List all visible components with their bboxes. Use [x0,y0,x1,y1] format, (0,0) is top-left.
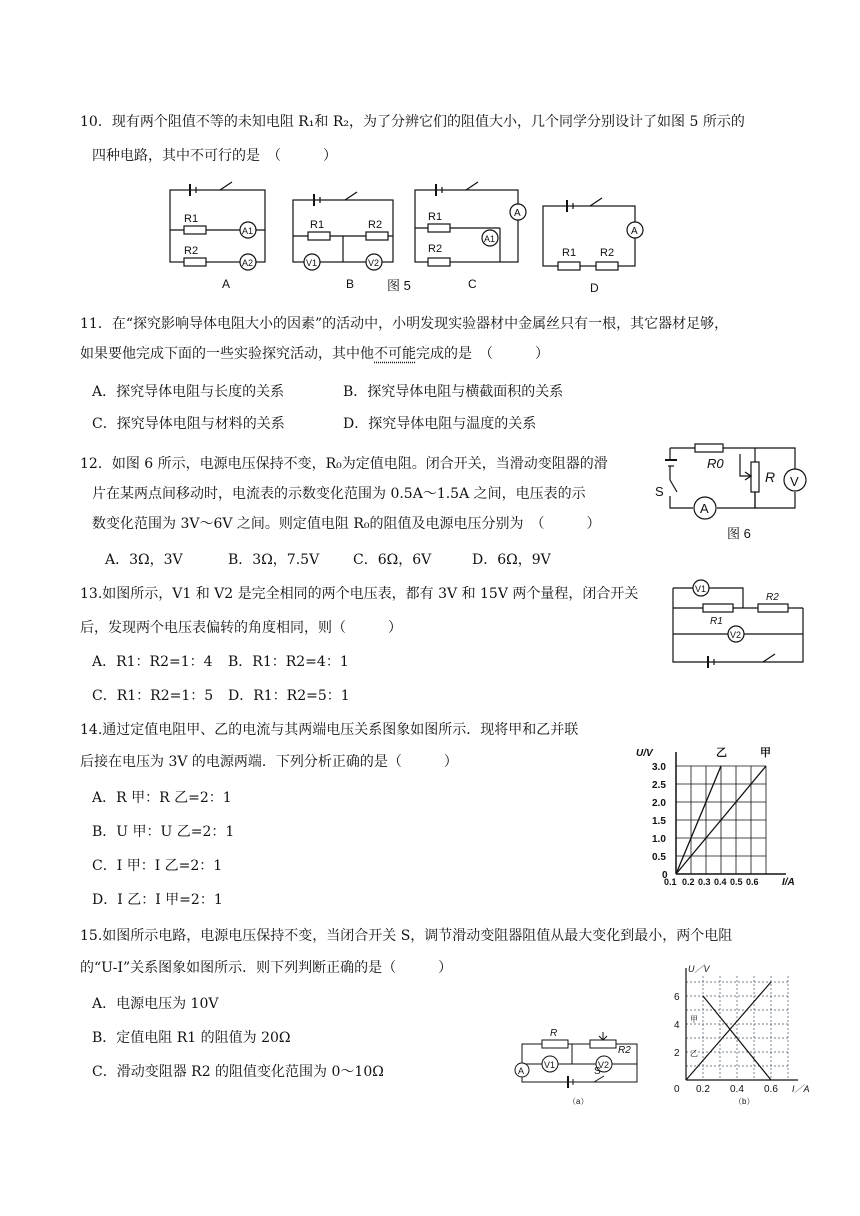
q14-xtick: 0.4 [714,877,727,887]
q10-line1: 10．现有两个阻值不等的未知电阻 R₁和 R₂，为了分辨它们的阻值大小，几个同学分别设计了如图 5 所示的 [80,114,745,130]
q15-xtick: 0.2 [696,1084,710,1095]
q15-xtick: 0.6 [764,1084,778,1095]
q15-option-a: A．电源电压为 10V [92,996,219,1012]
fig6-s-label: S [655,484,664,499]
figure-5-label: 图 5 [387,278,411,293]
q15-circuit-a [512,1020,650,1108]
q15a-a-label: A [518,1066,525,1076]
q15-ylabel: U／V [688,964,710,974]
q12-figure-6 [655,440,815,550]
q14-ytick: 1.5 [652,816,666,827]
fig13-v2-label: V2 [730,630,742,640]
circuit-b-r1: R1 [310,219,325,231]
q14-option-c: C．I 甲：I 乙=2：1 [92,858,223,874]
circuit-c-r2: R2 [428,243,443,255]
q14-xtick: 0.5 [730,877,743,887]
q15b-caption: （b） [734,1097,755,1106]
q14-ytick: 3.0 [652,762,666,773]
circuit-a-r2: R2 [184,245,199,257]
fig6-caption: 图 6 [727,526,751,541]
circuit-b-v1: V1 [306,258,318,268]
q15a-caption: （a） [568,1097,589,1106]
circuit-d-diagram [543,198,643,270]
q15-xtick: 0.4 [730,1084,744,1095]
q12-option-c: C．6Ω，6V [353,552,432,568]
q15-label-yi: 乙 [690,1049,698,1058]
q15-option-c: C．滑动变阻器 R2 的阻值变化范围为 0～10Ω [92,1064,384,1080]
circuit-a-r1: R1 [184,213,199,225]
q13-option-d: D．R1：R2=5：1 [228,688,350,704]
q11-line2-post: 完成的是 （ ） [416,346,549,362]
q12-option-b: B．3Ω，7.5V [228,552,320,568]
q15a-r2-label: R2 [618,1045,631,1056]
q11-line2-pre: 如果要他完成下面的一些实验探究活动，其中他 [80,346,374,362]
circuit-c-label: C [468,277,477,291]
q14-x-ticks [664,877,759,887]
q14-line1: 14.通过定值电阻甲、乙的电流与其两端电压关系图象如图所示．现将甲和乙并联 [80,722,579,738]
q15-ytick: 4 [674,1020,680,1031]
fig6-a-label: A [700,501,709,516]
circuit-b-v2: V2 [368,258,380,268]
q15-xlabel: I／A [792,1084,810,1094]
circuit-a-a2: A2 [242,258,254,268]
q15-grid [686,976,788,1080]
q13-line2: 后，发现两个电压表偏转的角度相同，则（ ） [80,620,402,636]
circuit-d-a: A [631,226,638,237]
q15-line1: 15.如图所示电路，电源电压保持不变，当闭合开关 S，调节滑动变阻器阻值从最大变化到最小，两个电阻 [80,928,733,944]
q10-line2: 四种电路，其中不可行的是 （ ） [92,148,337,164]
q15-xtick: 0 [674,1084,680,1095]
q11-line2 [80,344,549,364]
q14-label-yi: 乙 [716,747,727,759]
circuit-a-a1: A1 [242,226,254,236]
q14-xtick: 0.1 [664,877,677,887]
q15-ytick: 2 [674,1048,680,1059]
circuit-c-a: A [514,208,521,219]
q12-option-d: D．6Ω，9V [472,552,551,568]
fig13-r2-label: R2 [766,592,779,603]
q11-option-c: C．探究导体电阻与材料的关系 [92,416,285,432]
q15-ytick: 6 [674,992,680,1003]
q13-option-a: A．R1：R2=1：4 [92,654,213,670]
q14-line2: 后接在电压为 3V 的电源两端．下列分析正确的是（ ） [80,754,458,770]
q11-option-a: A．探究导体电阻与长度的关系 [92,384,285,400]
q15-graph-b [668,962,818,1106]
q14-label-jia: 甲 [760,747,771,759]
q14-ytick: 0.5 [652,852,666,863]
q14-ytick: 1.0 [652,834,666,845]
q12-option-a: A．3Ω，3V [105,552,183,568]
q15-y-ticks [674,992,680,1059]
q14-xlabel: I/A [782,877,795,888]
q14-xtick: 0.6 [746,877,759,887]
q14-option-d: D．I 乙：I 甲=2：1 [92,892,223,908]
q11-line1: 11．在“探究影响导体电阻大小的因素”的活动中，小明发现实验器材中金属丝只有一根，其它器材足够， [80,316,729,332]
q13-option-c: C．R1：R2=1：5 [92,688,214,704]
q12-line1: 12．如图 6 所示，电源电压保持不变，R₀为定值电阻。闭合开关，当滑动变阻器的滑 [80,456,608,472]
circuit-c-a1: A1 [484,234,496,244]
q15a-r-label: R [550,1028,558,1039]
circuit-d-r2: R2 [600,247,615,259]
fig13-v1-label: V1 [695,584,707,594]
q14-xtick: 0.3 [698,877,711,887]
q15-line2: 的“U-I”关系图象如图所示．则下列判断正确的是（ ） [80,960,453,976]
q13-option-b: B．R1：R2=4：1 [228,654,349,670]
circuit-b-label: B [346,277,355,291]
q11-option-b: B．探究导体电阻与横截面积的关系 [343,384,564,400]
q14-ytick: 0 [662,870,668,881]
q14-ytick: 2.5 [652,780,666,791]
circuit-d-label: D [590,281,599,295]
q13-line1: 13.如图所示，V1 和 V2 是完全相同的两个电压表，都有 3V 和 15V 两个量程，闭合开关 [80,586,639,602]
circuit-a-label: A [222,277,231,291]
q11-option-d: D．探究导体电阻与温度的关系 [343,416,537,432]
fig6-r0-label: R0 [707,456,724,471]
circuit-b-r2: R2 [368,219,383,231]
q14-option-a: A．R 甲：R 乙=2：1 [92,790,232,806]
circuit-c-r1: R1 [428,211,443,223]
q13-figure [668,576,813,668]
q14-ytick: 2.0 [652,798,666,809]
q14-y-ticks [652,762,668,881]
q15-option-b: B．定值电阻 R1 的阻值为 20Ω [92,1030,291,1046]
circuit-d-r1: R1 [562,247,577,259]
fig13-r1-label: R1 [710,616,723,627]
q14-xtick: 0.2 [682,877,695,887]
q15a-s-label: S [594,1066,601,1077]
q12-line3: 数变化范围为 3V～6V 之间。则定值电阻 R₀的阻值及电源电压分别为 （ ） [92,516,601,532]
q15a-v1-label: V1 [544,1060,556,1070]
fig6-r-label: R [765,469,776,485]
q14-ylabel: U/V [636,748,653,759]
q15a-v2-label: V2 [598,1060,610,1070]
fig6-v-label: V [790,474,799,489]
q12-line2: 片在某两点间移动时，电流表的示数变化范围为 0.5A～1.5A 之间，电压表的示 [92,486,586,502]
q11-emphasis: 不可能 [374,346,416,362]
q14-graph [636,742,806,887]
q14-option-b: B．U 甲：U 乙=2：1 [92,824,235,840]
q15-label-jia: 甲 [690,1015,698,1024]
q15-x-ticks [674,1084,778,1095]
q15-series-yi [686,982,771,1080]
q10-figure [160,178,660,298]
